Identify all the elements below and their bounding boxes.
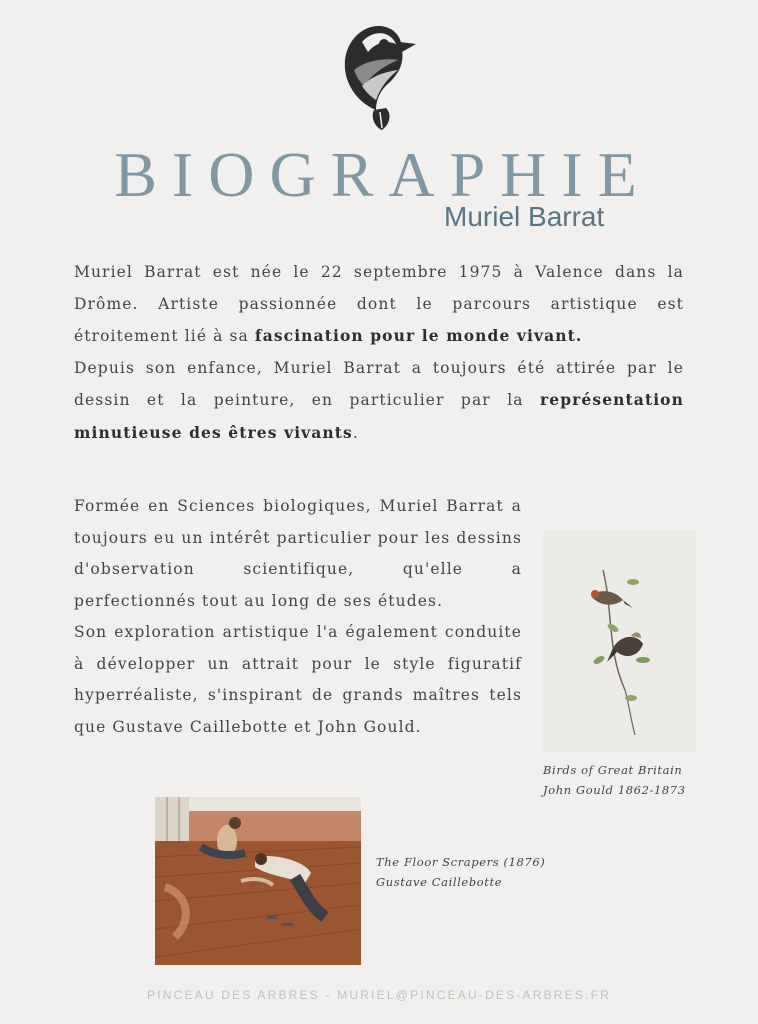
birds-of-great-britain-image: [543, 530, 696, 752]
training-paragraph: [74, 491, 522, 743]
floor-scrapers-caption: [376, 852, 545, 892]
scrapers-caption-author: Gustave Caillebotte: [376, 875, 503, 889]
birds-caption: [543, 760, 686, 800]
artist-name-subtitle: Muriel Barrat: [444, 201, 605, 232]
scrapers-caption-title: The Floor Scrapers (1876): [376, 855, 546, 869]
page-title: BIOGRAPHIE: [114, 139, 652, 210]
intro-text-2: Depuis son enfance, Muriel Barrat a toujours été attirée par le dessin et la peinture, en particulier par la: [74, 358, 684, 409]
intro-highlight-2: représentation minutieuse des êtres vivants: [74, 390, 684, 442]
footer-contact: PINCEAU DES ARBRES - MURIEL@PINCEAU-DES-ARBRES.FR: [146, 988, 612, 1002]
intro-paragraph: [74, 257, 684, 449]
intro-highlight-1: fascination pour le monde vivant.: [254, 326, 583, 345]
floor-scrapers-image: [155, 797, 361, 965]
birds-caption-author: John Gould 1862-1873: [543, 783, 686, 797]
training-text: Formée en Sciences biologiques, Muriel Barrat a toujours eu un intérêt particulier pour les dessins d'observation scientifique, qu'elle a perfectionnés tout au long de ses études.: [74, 497, 522, 610]
intro-text-end: .: [352, 423, 359, 442]
intro-text-1: Muriel Barrat est née le 22 septembre 1975 à Valence dans la Drôme. Artiste passionnée dont le parcours artistique est étroitement lié à sa: [74, 263, 684, 345]
influence-text: Son exploration artistique l'a également conduite à développer un attrait pour le style figuratif hyperréaliste, s'inspirant de grands maîtres tels que Gustave Caillebotte et John Gould.: [74, 623, 522, 736]
bird-logo-icon: [340, 20, 420, 132]
birds-caption-title: Birds of Great Britain: [543, 763, 683, 777]
